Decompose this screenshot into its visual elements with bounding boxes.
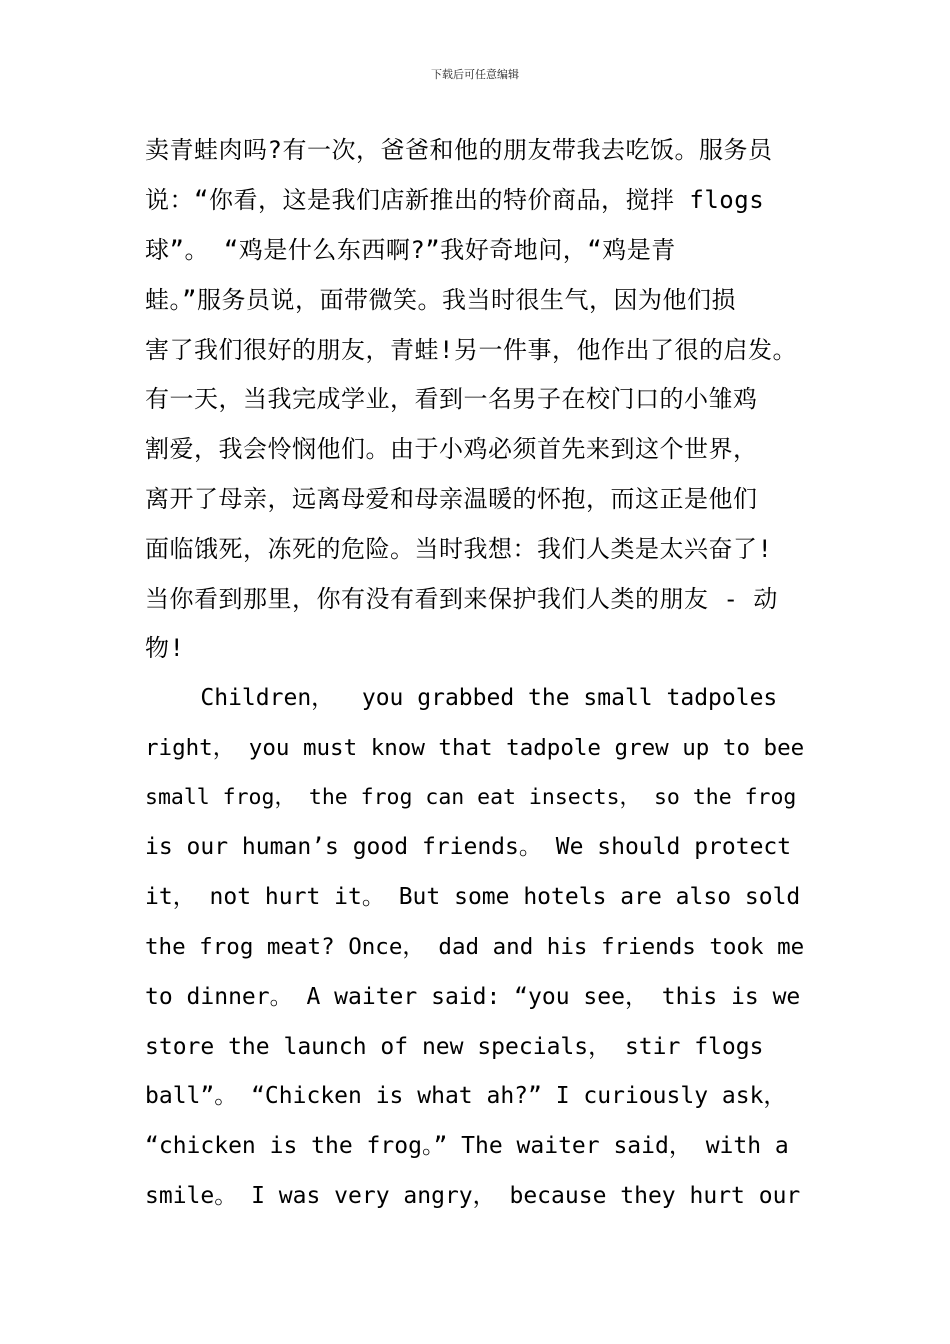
english-line: “chicken is the frog。” The waiter said， with a <box>145 1133 789 1159</box>
english-line: the frog meat? Once， dad and his friends took me <box>145 934 805 960</box>
chinese-line: 有一天，当我完成学业，看到一名男子在校门口的小雏鸡 <box>145 385 758 413</box>
english-line: it， not hurt it。 But some hotels are also sold <box>145 884 801 910</box>
chinese-line: 球”。 “鸡是什么东西啊?”我好奇地问，“鸡是青 <box>145 236 676 264</box>
chinese-line: 说：“你看，这是我们店新推出的特价商品，搅拌 flogs <box>145 186 765 214</box>
english-line: smile。 I was very angry， because they hurt our <box>145 1183 801 1209</box>
english-line: small frog， the frog can eat insects， so the frog <box>145 785 797 810</box>
chinese-line: 离开了母亲，远离母爱和母亲温暖的怀抱，而这正是他们 <box>145 485 758 513</box>
english-line: Children， you grabbed the small tadpoles <box>145 685 778 711</box>
chinese-line: 蛙。”服务员说，面带微笑。我当时很生气，因为他们损 <box>145 286 736 314</box>
english-line: to dinner。 A waiter said: “you see， this is we <box>145 984 801 1010</box>
chinese-line: 面临饿死，冻死的危险。当时我想：我们人类是太兴奋了! <box>145 535 773 563</box>
chinese-line: 割爱，我会怜悯他们。由于小鸡必须首先来到这个世界， <box>145 435 758 463</box>
english-line: right， you must know that tadpole grew up to bee <box>145 735 805 761</box>
chinese-line: 当你看到那里，你有没有看到来保护我们人类的朋友 - 动 <box>145 585 778 613</box>
chinese-line: 害了我们很好的朋友，青蛙!另一件事，他作出了很的启发。 <box>145 336 797 364</box>
page-header: 下载后可任意编辑 <box>431 68 519 81</box>
chinese-line: 卖青蛙肉吗?有一次，爸爸和他的朋友带我去吃饭。服务员 <box>145 136 773 164</box>
chinese-line: 物! <box>145 634 185 662</box>
english-line: ball”。 “Chicken is what ah?” I curiously ask， <box>145 1083 787 1109</box>
english-line: store the launch of new specials， stir flogs <box>145 1034 764 1060</box>
english-line: is our human’s good friends。 We should protect <box>145 834 792 860</box>
